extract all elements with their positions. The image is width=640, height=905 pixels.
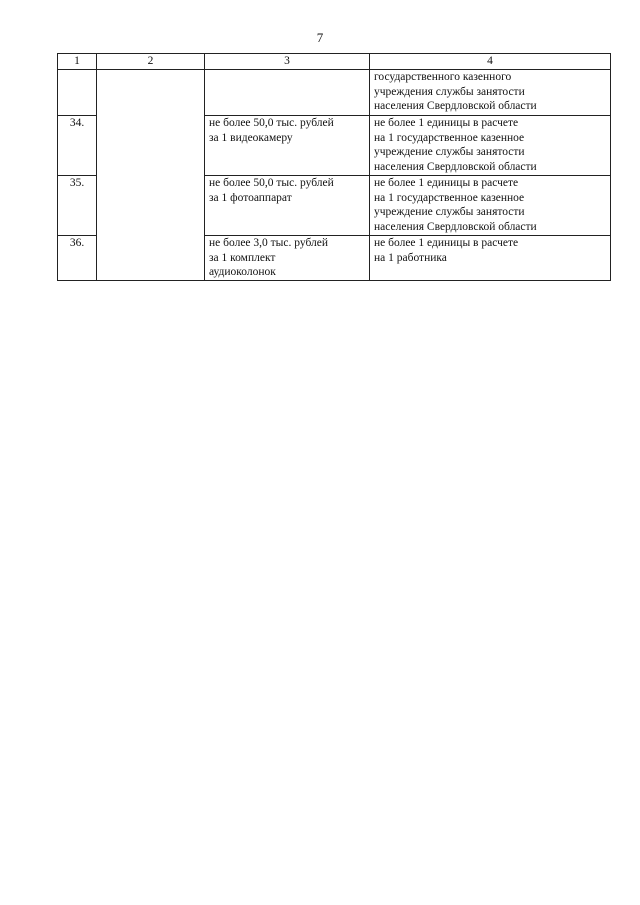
table-row — [58, 70, 611, 116]
row-number — [58, 70, 97, 116]
quantity-cell — [370, 236, 611, 281]
cell-text-line: аудиоколонок — [209, 266, 276, 278]
cell-text-line: за 1 видеокамеру — [209, 131, 293, 144]
cell-text-line: на 1 государственное казенное — [374, 131, 525, 144]
norms-table — [57, 53, 611, 281]
price-cell — [205, 176, 370, 236]
cell-text-line: учреждение службы занятости — [374, 206, 525, 218]
cell-text-line: населения Свердловской области — [374, 100, 537, 112]
cell-text-line: населения Свердловской области — [374, 220, 537, 233]
cell-text-line: населения Свердловской области — [374, 160, 537, 173]
cell-text-line: не более 50,0 тыс. рублей — [209, 117, 334, 129]
cell-text-line: не более 50,0 тыс. рублей — [209, 177, 334, 189]
table-header-row — [58, 54, 611, 70]
header-col-1: 1 — [58, 54, 97, 70]
row-number: 35. — [58, 176, 97, 236]
cell-text-line: не более 3,0 тыс. рублей — [209, 237, 329, 249]
price-cell — [205, 70, 370, 116]
cell-text-line: за 1 фотоаппарат — [209, 191, 292, 204]
quantity-cell — [370, 176, 611, 236]
header-col-4: 4 — [370, 54, 611, 70]
merged-name-cell — [97, 70, 205, 281]
quantity-cell — [370, 116, 611, 176]
price-cell — [205, 236, 370, 281]
cell-text-line: государственного казенного — [374, 71, 512, 83]
cell-text-line: не более 1 единицы в расчете — [374, 177, 519, 189]
cell-text-line: не более 1 единицы в расчете — [374, 117, 519, 129]
cell-text-line: учреждение службы занятости — [374, 146, 525, 158]
quantity-cell — [370, 70, 611, 116]
cell-text-line: на 1 работника — [374, 251, 447, 264]
price-cell — [205, 116, 370, 176]
header-col-3: 3 — [205, 54, 370, 70]
header-col-2: 2 — [97, 54, 205, 70]
row-number: 36. — [58, 236, 97, 281]
cell-text-line: учреждения службы занятости — [374, 85, 525, 98]
cell-text-line: за 1 комплект — [209, 251, 276, 264]
cell-text-line: не более 1 единицы в расчете — [374, 237, 519, 249]
page-number: 7 — [316, 30, 324, 45]
row-number: 34. — [58, 116, 97, 176]
cell-text-line: на 1 государственное казенное — [374, 191, 525, 204]
